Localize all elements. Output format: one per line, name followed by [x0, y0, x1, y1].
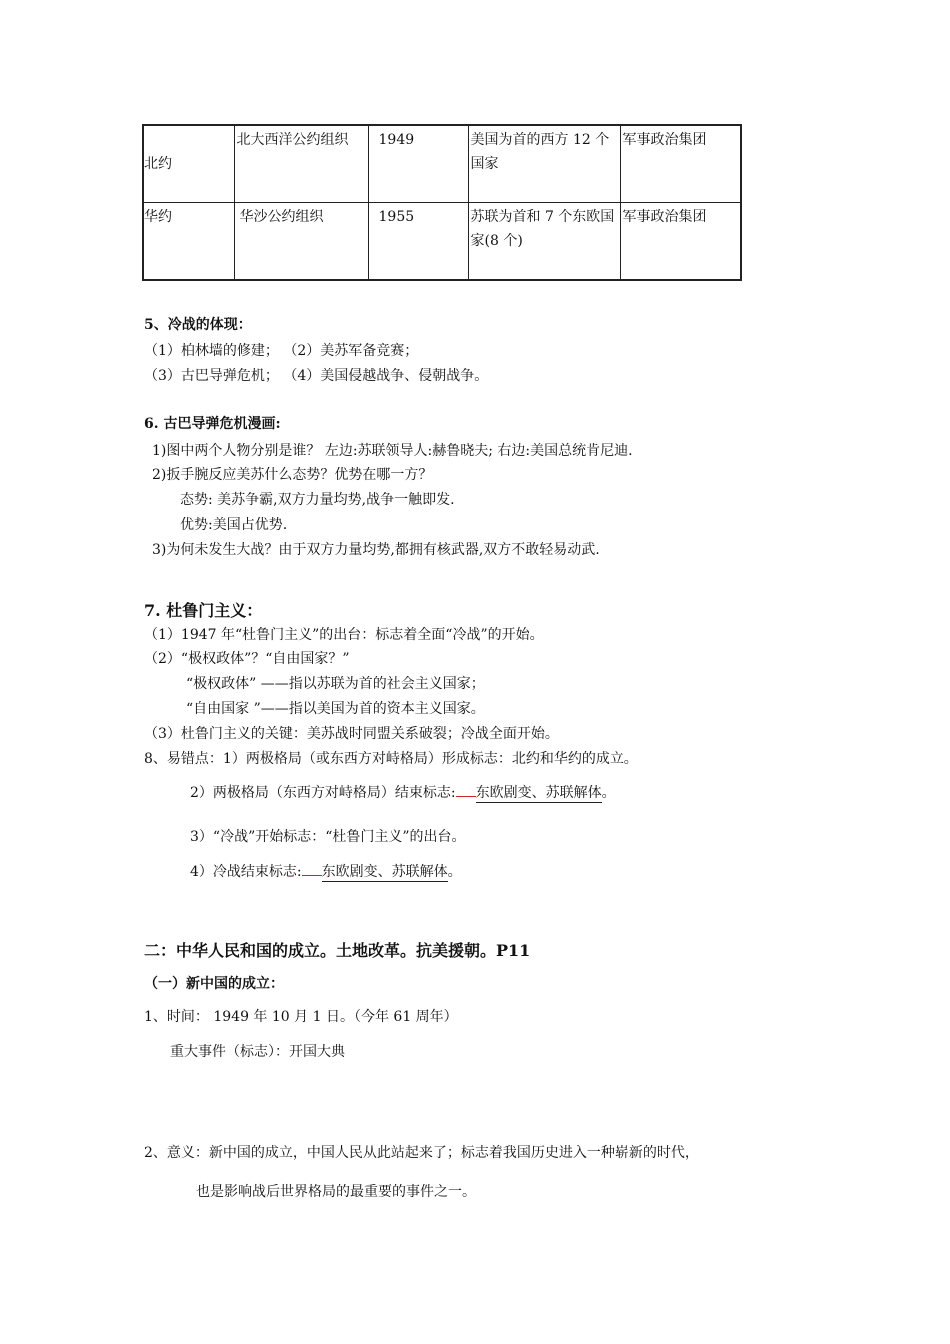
alliance-table: [142, 124, 742, 281]
section-7-line: （3）杜鲁门主义的关键：美苏战时同盟关系破裂；冷战全面开始。: [144, 726, 559, 742]
section-6-line: 态势: 美苏争霸,双方力量均势,战争一触即发.: [180, 492, 455, 508]
section-7-title: 7. 杜鲁门主义：: [144, 601, 263, 620]
table-row: [143, 203, 741, 281]
table-row: [143, 125, 741, 203]
section-8-suffix: 。: [447, 864, 462, 880]
part-2-subtitle: （一）新中国的成立：: [144, 976, 284, 992]
part-2-title: 二：中华人民和国的成立。土地改革。抗美援朝。P11: [144, 941, 531, 960]
section-5-line: （3）古巴导弹危机； （4）美国侵越战争、侵朝战争。: [144, 368, 489, 384]
cell-name: 北大西洋公约组织: [234, 125, 368, 203]
part-2-line: 2、意义：新中国的成立，中国人民从此站起来了；标志着我国历史进入一种崭新的时代，: [144, 1145, 699, 1161]
part-2-line: 重大事件（标志）：开国大典: [170, 1044, 345, 1060]
part-2-line: 也是影响战后世界格局的最重要的事件之一。: [196, 1184, 476, 1200]
section-7-line: （2）“极权政体”？“自由国家？”: [144, 651, 350, 667]
cell-year: 1955: [368, 203, 468, 281]
cell-members: 苏联为首和 7 个东欧国家(8 个): [468, 203, 620, 281]
answer-blank: [456, 782, 476, 797]
section-8-prefix: 4）冷战结束标志:: [190, 864, 302, 880]
section-6-title: 6. 古巴导弹危机漫画:: [144, 416, 281, 432]
section-6-line: 3)为何未发生大战？由于双方力量均势,都拥有核武器,双方不敢轻易动武.: [152, 542, 600, 558]
section-8-prefix: 2）两极格局（东西方对峙格局）结束标志:: [190, 785, 456, 801]
section-6-line: 2)扳手腕反应美苏什么态势？优势在哪一方？: [152, 467, 433, 483]
answer-text: 东欧剧变、苏联解体: [321, 864, 448, 880]
section-5-title: 5、冷战的体现：: [144, 317, 252, 333]
cell-year: 1949: [368, 125, 468, 203]
answer-text: 东欧剧变、苏联解体: [475, 785, 602, 801]
section-7-line: “自由国家 ”——指以美国为首的资本主义国家。: [186, 701, 485, 717]
cell-abbr: 北约: [143, 125, 234, 203]
cell-members: 美国为首的西方 12 个国家: [468, 125, 620, 203]
section-8-line: [190, 861, 462, 881]
section-5-line: （1）柏林墙的修建； （2）美苏军备竞赛；: [144, 343, 419, 359]
answer-blank: [302, 861, 322, 876]
cell-abbr: 华约: [143, 203, 234, 281]
section-8-line: [190, 782, 616, 802]
section-7-line: “极权政体” ——指以苏联为首的社会主义国家；: [186, 676, 485, 692]
cell-name: 华沙公约组织: [234, 203, 368, 281]
section-6-line: 1)图中两个人物分别是谁？ 左边:苏联领导人:赫鲁晓夫; 右边:美国总统肯尼迪.: [152, 443, 633, 459]
cell-nature: 军事政治集团: [620, 125, 741, 203]
section-7-line: （1）1947 年“杜鲁门主义”的出台：标志着全面“冷战”的开始。: [144, 627, 544, 643]
part-2-line: 1、时间： 1949 年 10 月 1 日。（今年 61 周年）: [144, 1009, 458, 1025]
section-8-suffix: 。: [601, 785, 616, 801]
section-6-line: 优势:美国占优势.: [180, 517, 288, 533]
cell-nature: 军事政治集团: [620, 203, 741, 281]
section-8-line: 3）“冷战”开始标志：“杜鲁门主义”的出台。: [190, 829, 466, 845]
section-8-line: 8、易错点：1）两极格局（或东西方对峙格局）形成标志：北约和华约的成立。: [144, 751, 638, 767]
